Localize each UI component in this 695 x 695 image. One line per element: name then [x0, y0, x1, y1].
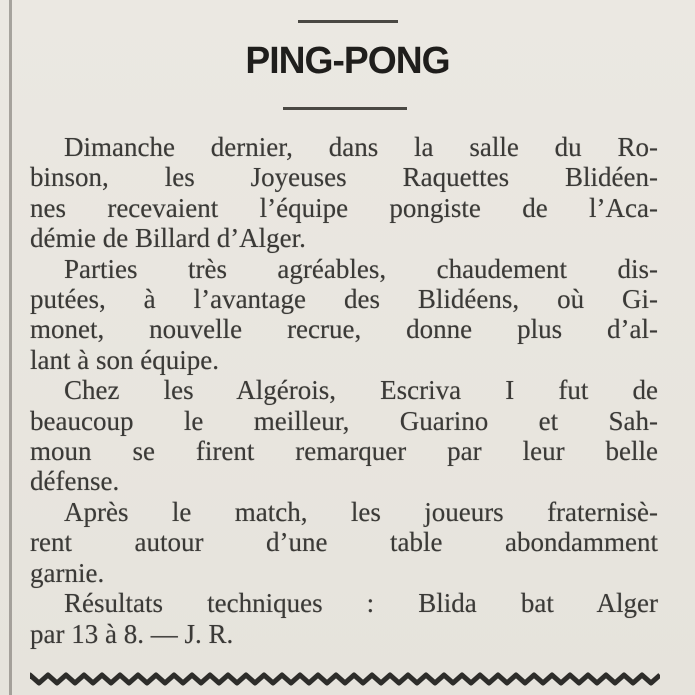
text-line: lant à son équipe.: [30, 344, 219, 375]
paragraph-4: [30, 497, 658, 588]
text-line: beaucoup le meilleur, Guarino et Sah-: [30, 405, 658, 436]
text-line: par 13 à 8. — J. R.: [30, 618, 234, 649]
text-line: démie de Billard d’Alger.: [30, 223, 306, 254]
decorative-wave-border: [30, 672, 660, 686]
text-line: Chez les Algérois, Escriva I fut de: [64, 375, 658, 406]
text-line: Résultats techniques : Blida bat Alger: [64, 588, 658, 619]
paragraph-5: [30, 588, 658, 649]
text-line: Dimanche dernier, dans la salle du Ro-: [64, 132, 658, 162]
text-line: rent autour d’une table abondamment: [30, 527, 658, 558]
text-line: binson, les Joyeuses Raquettes Blidéen-: [30, 162, 658, 193]
paragraph-2: [30, 254, 658, 376]
text-line: défense.: [30, 466, 120, 497]
text-line: moun se firent remarquer par leur belle: [30, 436, 658, 467]
column-border-line: [9, 0, 12, 695]
text-line: garnie.: [30, 557, 105, 588]
text-line: nes recevaient l’équipe pongiste de l’Aca-: [30, 192, 658, 223]
article-title: PING-PONG: [245, 40, 450, 82]
text-line: putées, à l’avantage des Blidéens, où Gi-: [30, 284, 658, 315]
paragraph-3: [30, 375, 658, 497]
article-body: [30, 132, 658, 649]
text-line: monet, nouvelle recrue, donne plus d’al-: [30, 314, 658, 345]
title-bottom-rule: [283, 107, 407, 110]
title-top-rule: [298, 20, 398, 23]
paragraph-1: [30, 132, 658, 254]
text-line: Après le match, les joueurs fraternisè-: [64, 496, 658, 527]
text-line: Parties très agréables, chaudement dis-: [64, 253, 658, 284]
